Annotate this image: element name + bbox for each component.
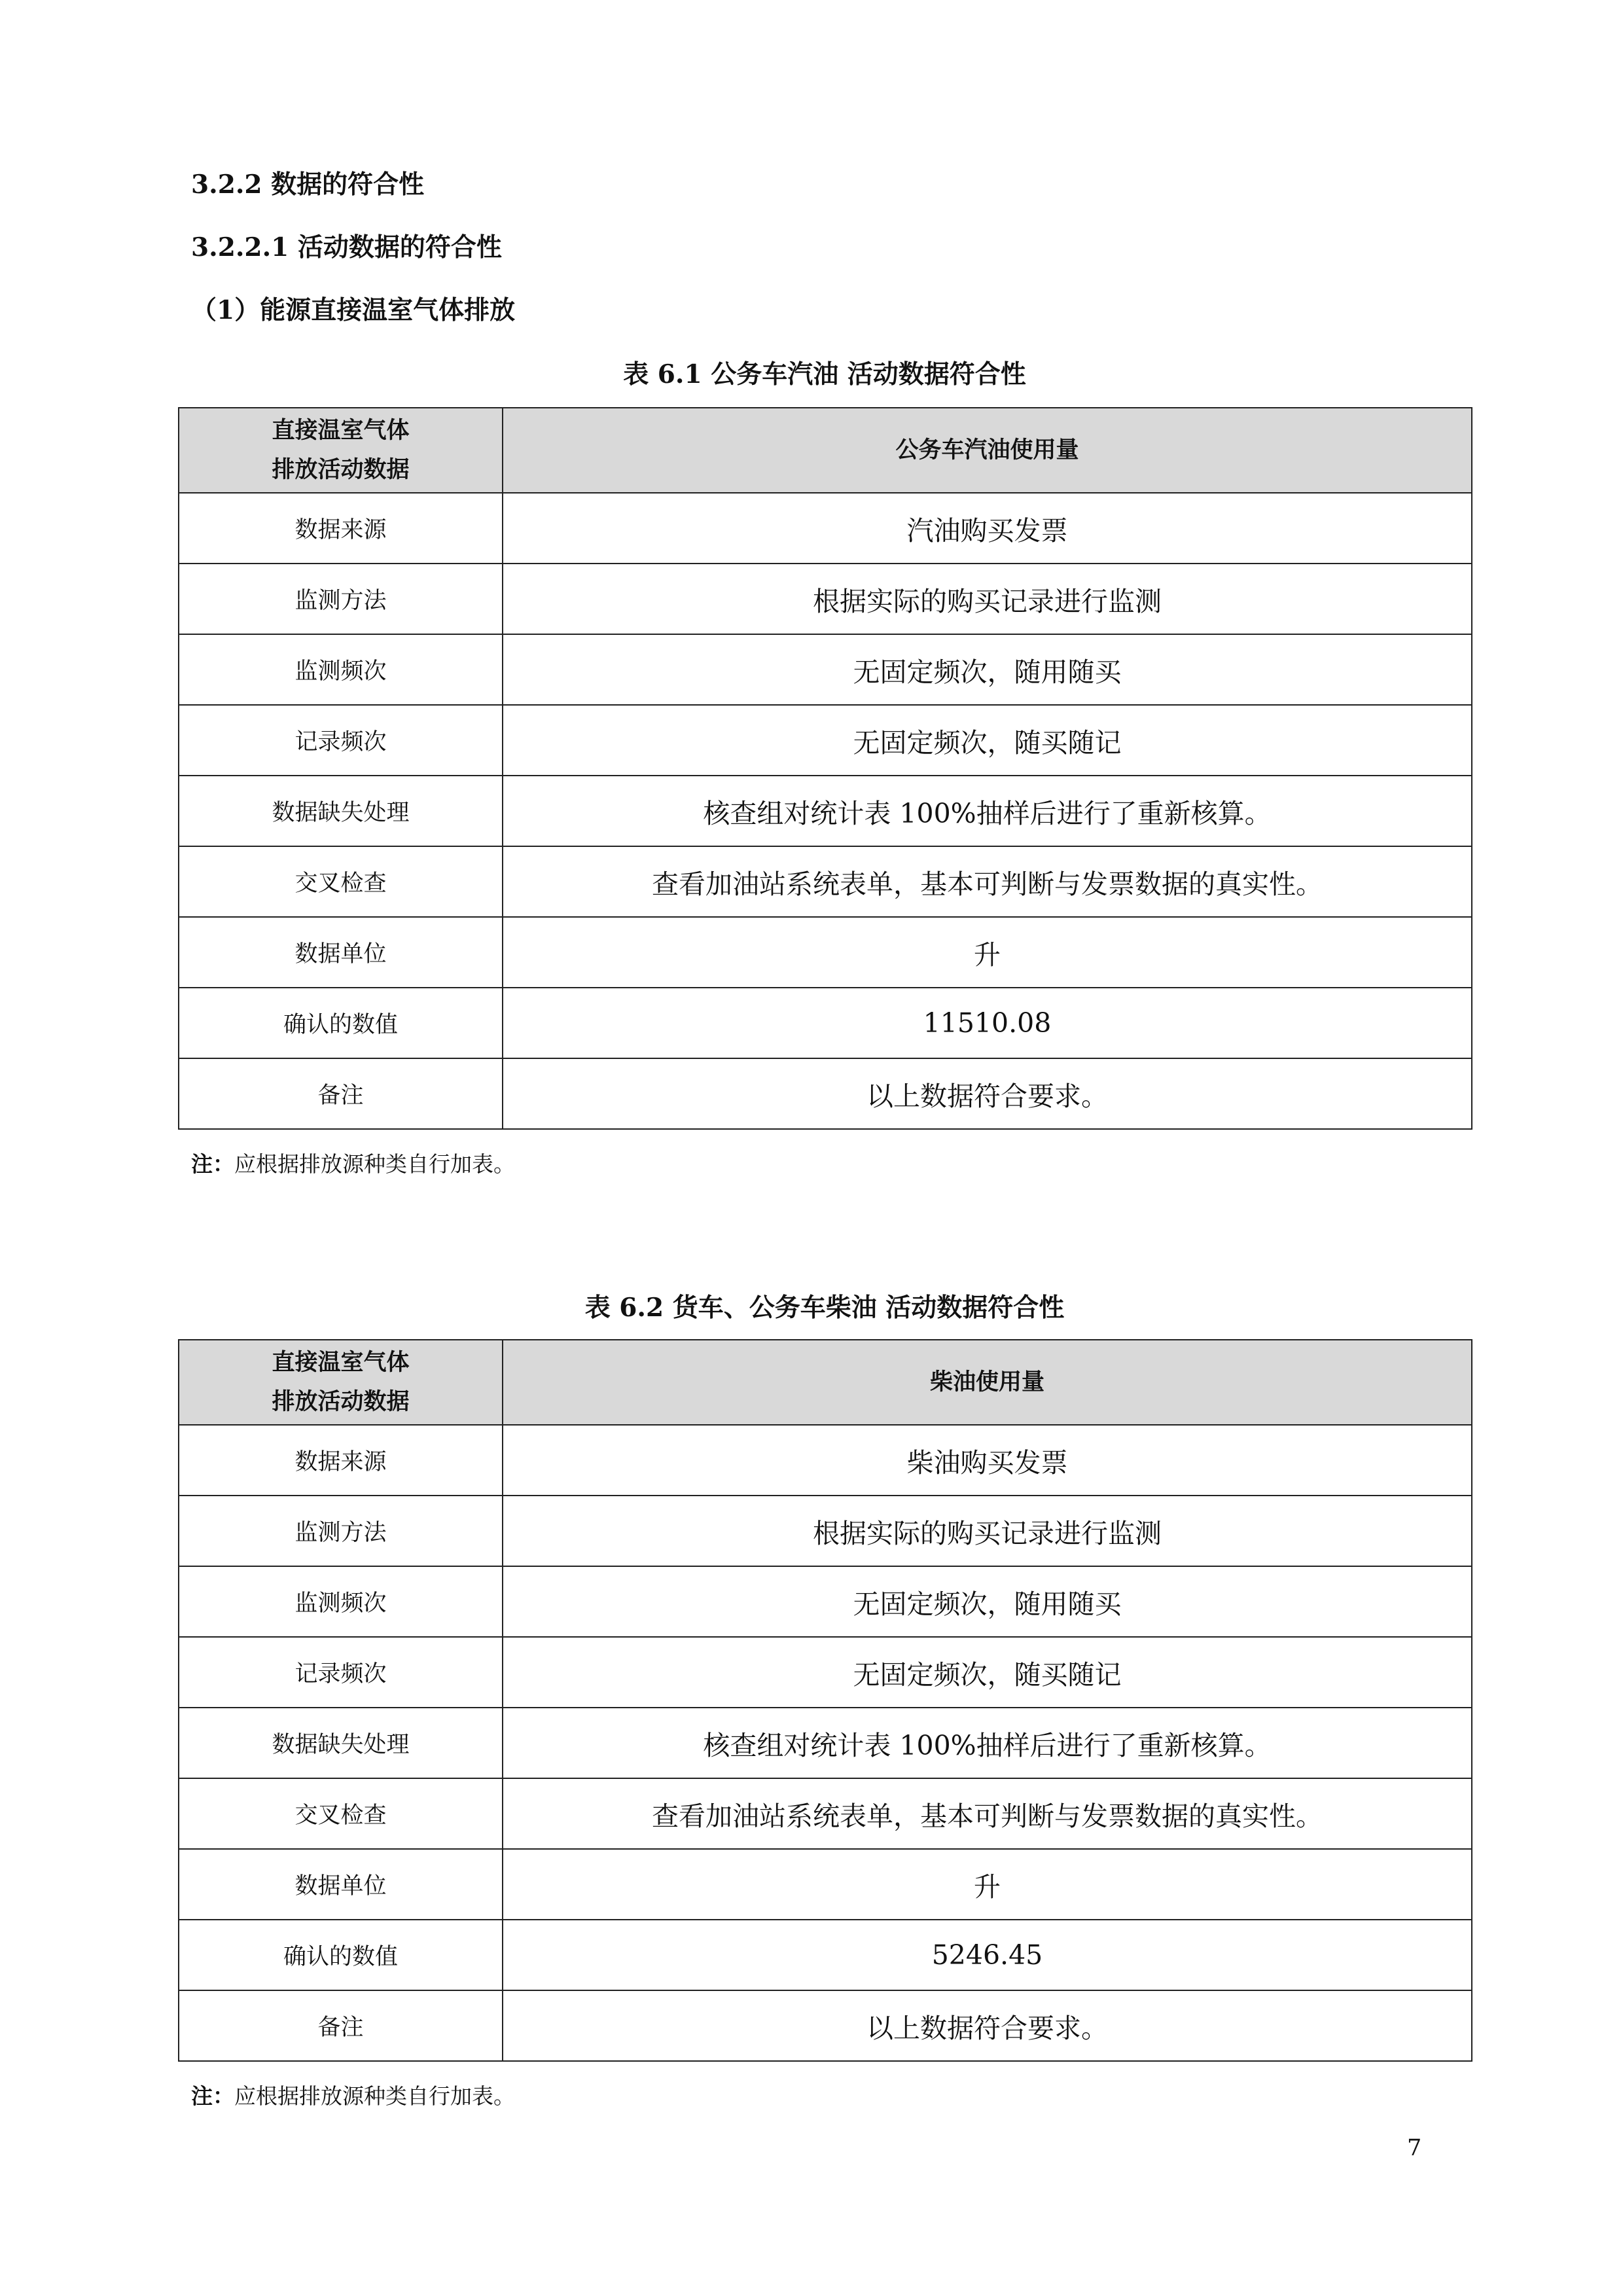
row-value: 无固定频次，随买随记 [503, 705, 1472, 776]
note-prefix: 注： [191, 1151, 234, 1177]
header-cell-activity-data [179, 1340, 503, 1425]
table-row [179, 917, 1472, 988]
row-label: 监测频次 [179, 1566, 503, 1637]
table-row [179, 988, 1472, 1058]
row-value: 柴油购买发票 [503, 1425, 1472, 1496]
row-value: 无固定频次，随买随记 [503, 1637, 1472, 1708]
row-value: 根据实际的购买记录进行监测 [503, 1496, 1472, 1566]
header-cell-activity-data [179, 408, 503, 493]
table-note [191, 2083, 515, 2110]
table-row [179, 846, 1472, 917]
row-label: 数据缺失处理 [179, 1708, 503, 1778]
table-row [179, 1990, 1472, 2061]
row-value: 核查组对统计表 100%抽样后进行了重新核算。 [503, 1708, 1472, 1778]
row-value: 核查组对统计表 100%抽样后进行了重新核算。 [503, 776, 1472, 846]
row-value: 5246.45 [503, 1920, 1472, 1990]
section-heading-3-2-2-1: 3.2.2.1 活动数据的符合性 [191, 232, 502, 262]
table-header-row [179, 408, 1472, 493]
row-label: 数据来源 [179, 1425, 503, 1496]
row-label: 交叉检查 [179, 846, 503, 917]
row-value: 以上数据符合要求。 [503, 1058, 1472, 1129]
table-row [179, 634, 1472, 705]
row-label: 监测方法 [179, 564, 503, 634]
activity-data-table-gasoline [178, 407, 1472, 1130]
note-text: 应根据排放源种类自行加表。 [234, 2083, 515, 2109]
row-value: 汽油购买发票 [503, 493, 1472, 564]
row-label: 监测频次 [179, 634, 503, 705]
header-left-line2: 排放活动数据 [272, 456, 410, 483]
table-row [179, 1920, 1472, 1990]
table-row [179, 1778, 1472, 1849]
row-label: 确认的数值 [179, 988, 503, 1058]
table-header-row [179, 1340, 1472, 1425]
row-label: 数据单位 [179, 1849, 503, 1920]
table-caption-6-2: 表 6.2 货车、公务车柴油 活动数据符合性 [584, 1293, 1065, 1323]
header-left-line1: 直接温室气体 [272, 417, 410, 444]
header-left-line2: 排放活动数据 [272, 1388, 410, 1415]
row-label: 数据来源 [179, 493, 503, 564]
section-heading-3-2-2: 3.2.2 数据的符合性 [191, 170, 425, 200]
table-row [179, 705, 1472, 776]
table-row [179, 493, 1472, 564]
row-value: 无固定频次，随用随买 [503, 1566, 1472, 1637]
table-caption-6-1: 表 6.1 公务车汽油 活动数据符合性 [623, 359, 1026, 389]
table-row [179, 1058, 1472, 1129]
header-cell-usage: 柴油使用量 [503, 1340, 1472, 1425]
row-label: 数据单位 [179, 917, 503, 988]
row-value: 查看加油站系统表单，基本可判断与发票数据的真实性。 [503, 846, 1472, 917]
table-note [191, 1151, 515, 1178]
page-number: 7 [1407, 2135, 1422, 2161]
row-label: 备注 [179, 1990, 503, 2061]
row-value: 查看加油站系统表单，基本可判断与发票数据的真实性。 [503, 1778, 1472, 1849]
row-value: 升 [503, 917, 1472, 988]
row-label: 数据缺失处理 [179, 776, 503, 846]
row-label: 确认的数值 [179, 1920, 503, 1990]
subsection-heading-energy: （1）能源直接温室气体排放 [191, 295, 516, 325]
table-row [179, 1708, 1472, 1778]
row-label: 记录频次 [179, 705, 503, 776]
row-value: 11510.08 [503, 988, 1472, 1058]
table-row [179, 1496, 1472, 1566]
row-label: 备注 [179, 1058, 503, 1129]
table-row [179, 1425, 1472, 1496]
row-label: 监测方法 [179, 1496, 503, 1566]
header-cell-usage: 公务车汽油使用量 [503, 408, 1472, 493]
row-value: 根据实际的购买记录进行监测 [503, 564, 1472, 634]
row-value: 无固定频次，随用随买 [503, 634, 1472, 705]
note-prefix: 注： [191, 2083, 234, 2109]
row-label: 交叉检查 [179, 1778, 503, 1849]
table-row [179, 564, 1472, 634]
note-text: 应根据排放源种类自行加表。 [234, 1151, 515, 1177]
table-row [179, 1637, 1472, 1708]
row-label: 记录频次 [179, 1637, 503, 1708]
activity-data-table-diesel [178, 1339, 1472, 2062]
header-left-line1: 直接温室气体 [272, 1349, 410, 1376]
table-row [179, 1849, 1472, 1920]
table-row [179, 1566, 1472, 1637]
row-value: 以上数据符合要求。 [503, 1990, 1472, 2061]
row-value: 升 [503, 1849, 1472, 1920]
table-row [179, 776, 1472, 846]
